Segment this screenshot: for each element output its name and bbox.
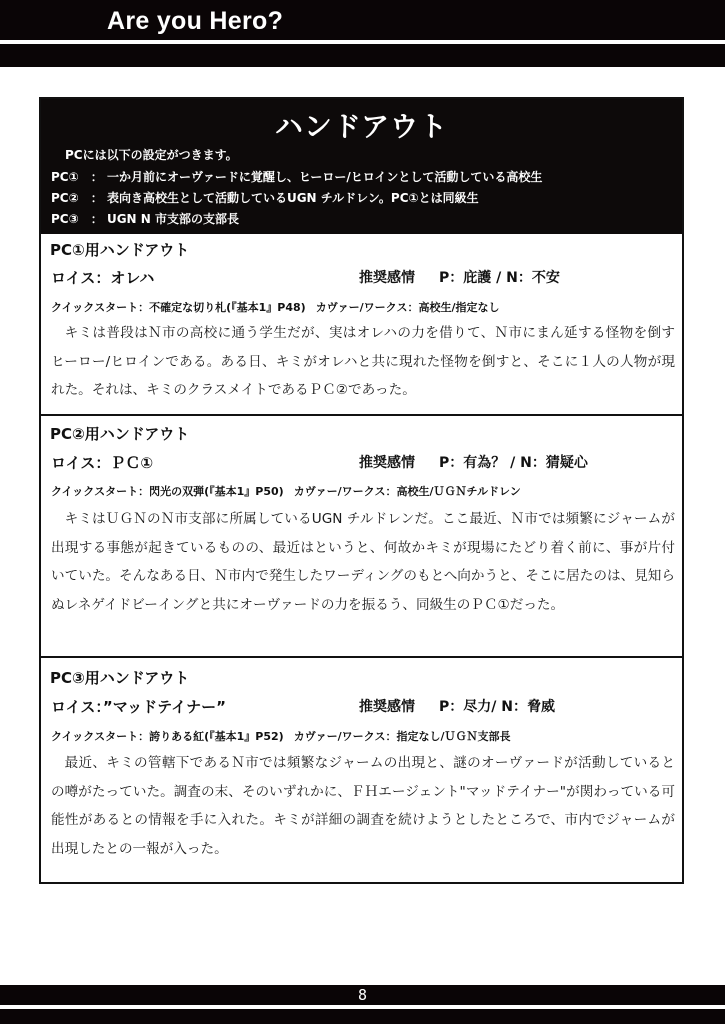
section-title: PC③用ハンドアウト xyxy=(50,669,190,687)
rois: ロイス：”マッドテイナー” xyxy=(51,698,226,716)
cover-works: カヴァー/ワークス：高校生/指定なし xyxy=(315,301,500,314)
recommended-emotion xyxy=(359,453,588,473)
recommended-emotion xyxy=(359,697,555,717)
section-pc1 xyxy=(41,233,682,414)
setting-text: UGN N 市支部の支部長 xyxy=(106,212,239,226)
section-pc3 xyxy=(41,656,682,882)
handout-intro: PCには以下の設定がつきます。 xyxy=(65,148,238,162)
section-pc2 xyxy=(41,414,682,657)
setting-pc2 xyxy=(51,190,479,206)
handout-box xyxy=(39,97,684,884)
emotion-label: 推奨感情 xyxy=(359,699,415,715)
setting-label: PC② ： xyxy=(51,191,103,205)
setting-pc1 xyxy=(51,169,542,185)
quick-start-text: クイックスタート：不確定な切り札(『基本1』P48) xyxy=(51,301,306,314)
handout-overview xyxy=(41,99,682,234)
setting-label: PC③ ： xyxy=(51,212,103,226)
cover-works: カヴァー/ワークス：高校生/ＵＧＮチルドレン xyxy=(293,485,521,498)
quick-start-text: クイックスタート：誇りある紅(『基本1』P52) xyxy=(51,730,284,743)
page-number: 8 xyxy=(357,986,368,1004)
emotion-value: P：庇護 / N：不安 xyxy=(439,270,560,286)
section-body: 最近、キミの管轄下であるＮ市では頻繁なジャームの出現と、謎のオーヴァードが活動しているとの噂がたっていた。調査の末、そのいずれかに、ＦＨエージェント"マッドテイナー"が関わっている可能性があるとの情報を手に入れた。キミが詳細の調査を続けようとしたところで、市内でジャームが出現したとの一報が入った。 xyxy=(51,755,675,857)
setting-text: 一か月前にオーヴァードに覚醒し、ヒーロー/ヒロインとして活動している高校生 xyxy=(106,170,543,184)
emotion-label: 推奨感情 xyxy=(359,270,415,286)
quick-start xyxy=(51,729,511,745)
emotion-value: P：有為？ / N：猜疑心 xyxy=(439,455,588,471)
recommended-emotion xyxy=(359,268,560,288)
emotion-label: 推奨感情 xyxy=(359,455,415,471)
section-title: PC②用ハンドアウト xyxy=(50,425,190,443)
quick-start xyxy=(51,484,521,500)
setting-label: PC① ： xyxy=(51,170,103,184)
setting-text: 表向き高校生として活動しているUGN チルドレン。PC①とは同級生 xyxy=(106,191,479,205)
section-body: キミはＵＧＮのＮ市支部に所属しているUGN チルドレンだ。ここ最近、Ｎ市では頻繁にジャームが出現する事態が起きているものの、最近はというと、何故かキミが現場にたどり着く前に、事が片付いていた。そんなある日、Ｎ市内で発生したワーディングのもとへ向かうと、そこに居たのは、見知らぬレネゲイドビーイングと共にオーヴァードの力を振るう、同級生のＰＣ①だった。 xyxy=(51,511,675,613)
handout-title: ハンドアウト xyxy=(274,110,449,143)
section-body: キミは普段はＮ市の高校に通う学生だが、実はオレハの力を借りて、Ｎ市にまん延する怪物を倒すヒーロー/ヒロインである。ある日、キミがオレハと共に現れた怪物を倒すと、そこに１人の人物が現れた。それは、キミのクラスメイトであるＰＣ②であった。 xyxy=(51,325,675,398)
rois: ロイス：ＰＣ① xyxy=(51,454,154,472)
quick-start xyxy=(51,300,500,316)
footer-stripe xyxy=(0,1009,725,1024)
emotion-value: P：尽力/ N：脅威 xyxy=(439,699,555,715)
section-title: PC①用ハンドアウト xyxy=(50,241,190,259)
cover-works: カヴァー/ワークス：指定なし/ＵＧＮ支部長 xyxy=(293,730,511,743)
page-header-title: Are you Hero? xyxy=(107,7,284,35)
quick-start-text: クイックスタート：閃光の双弾(『基本1』P50) xyxy=(51,485,284,498)
header-stripe xyxy=(0,44,725,67)
rois: ロイス：オレハ xyxy=(51,269,155,287)
setting-pc3 xyxy=(51,211,239,227)
